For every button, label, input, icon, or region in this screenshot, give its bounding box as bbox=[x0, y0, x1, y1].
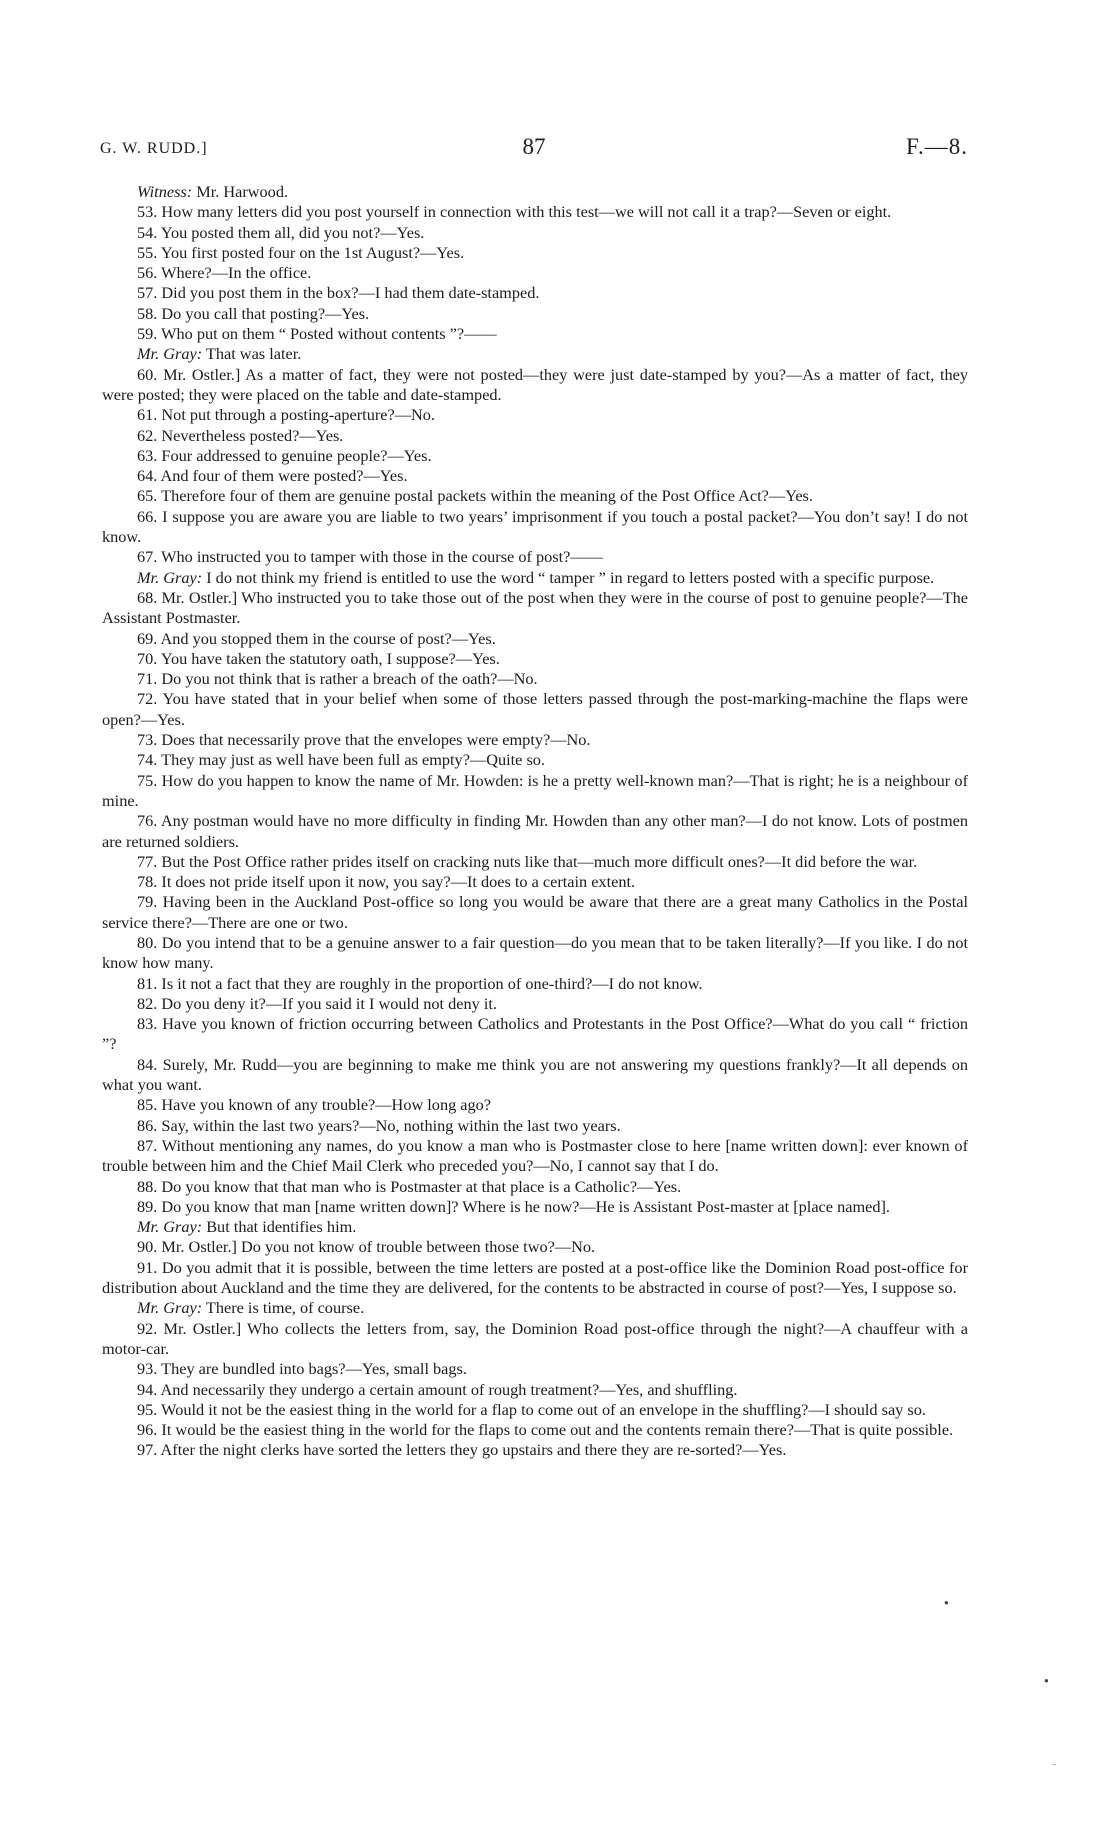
testimony-paragraph bbox=[102, 669, 968, 689]
paragraph-text: 89. Do you know that man [name written down]? Where is he now?—He is Assistant Post-master at [place named]. bbox=[137, 1196, 890, 1216]
testimony-paragraph bbox=[102, 1258, 968, 1299]
testimony-paragraph bbox=[102, 750, 968, 770]
paragraph-text: 95. Would it not be the easiest thing in the world for a flap to come out of an envelope in the shuffling?—I should say so. bbox=[137, 1399, 926, 1419]
testimony-paragraph bbox=[102, 1319, 968, 1360]
paragraph-text: 76. Any postman would have no more difficulty in finding Mr. Howden than any other man?—I do not know. Lots of postmen are returned soldiers. bbox=[102, 811, 968, 851]
paragraph-text: 69. And you stopped them in the course of post?—Yes. bbox=[137, 628, 496, 648]
scan-speck: ● bbox=[944, 1598, 949, 1607]
paragraph-text: 97. After the night clerks have sorted the letters they go upstairs and there they are re-sorted?—Yes. bbox=[137, 1440, 787, 1460]
testimony-paragraph bbox=[102, 1177, 968, 1197]
testimony-paragraph bbox=[102, 1298, 968, 1318]
paragraph-text: 56. Where?—In the office. bbox=[137, 263, 312, 283]
paragraph-text: But that identifies him. bbox=[202, 1217, 357, 1237]
testimony-paragraph bbox=[102, 649, 968, 669]
testimony-paragraph bbox=[102, 507, 968, 548]
paragraph-text: 87. Without mentioning any names, do you know a man who is Postmaster close to here [name written down]: ever known of trouble between him and the Chief Mail Clerk who preceded you?—No, I cannot say that I do. bbox=[102, 1135, 968, 1176]
testimony-paragraph bbox=[102, 1014, 968, 1055]
paragraph-text: 73. Does that necessarily prove that the envelopes were empty?—No. bbox=[137, 730, 591, 750]
testimony-paragraph bbox=[102, 446, 968, 466]
paragraph-text: 54. You posted them all, did you not?—Yes. bbox=[137, 222, 425, 242]
testimony-paragraph bbox=[102, 405, 968, 425]
speaker-label: Witness: bbox=[137, 182, 193, 201]
testimony-paragraph bbox=[102, 568, 968, 588]
testimony-paragraph bbox=[102, 466, 968, 486]
speaker-label: Mr. Gray: bbox=[137, 567, 203, 587]
testimony-paragraph bbox=[102, 994, 968, 1014]
testimony-paragraph bbox=[102, 283, 968, 303]
paragraph-text: 78. It does not pride itself upon it now, you say?—It does to a certain extent. bbox=[137, 872, 636, 892]
page-header bbox=[100, 136, 968, 166]
paragraph-text: 59. Who put on them “ Posted without contents ”?—— bbox=[137, 324, 497, 344]
testimony-paragraph bbox=[102, 1095, 968, 1115]
testimony-paragraph bbox=[102, 1400, 968, 1420]
paragraph-text: 58. Do you call that posting?—Yes. bbox=[137, 303, 370, 323]
testimony-paragraph bbox=[102, 872, 968, 892]
testimony-paragraph bbox=[102, 730, 968, 750]
paragraph-text: 91. Do you admit that it is possible, between the time letters are posted at a post-office like the Dominion Road post-office for distribution about Auckland and the time they are delivered, for the contents to be abstracted in course of post?—Yes, I suppose so. bbox=[102, 1257, 968, 1298]
testimony-paragraph bbox=[102, 1217, 968, 1237]
testimony-paragraph bbox=[102, 1440, 968, 1460]
testimony-paragraph bbox=[102, 263, 968, 283]
testimony-paragraph bbox=[102, 486, 968, 506]
paragraph-text: I do not think my friend is entitled to use the word “ tamper ” in regard to letters posted with a specific purpose. bbox=[202, 567, 935, 587]
testimony-paragraph bbox=[102, 547, 968, 567]
paragraph-text: 68. Mr. Ostler.] Who instructed you to take those out of the post when they were in the course of post to genuine people?—The Assistant Postmaster. bbox=[102, 587, 968, 628]
paragraph-text: 85. Have you known of any trouble?—How long ago? bbox=[137, 1095, 492, 1115]
paragraph-text: 75. How do you happen to know the name of Mr. Howden: is he a pretty well-known man?—That is right; he is a neighbour of mine. bbox=[102, 770, 968, 810]
paragraph-text: 66. I suppose you are aware you are liable to two years’ imprisonment if you touch a postal packet?—You don’t say! I do not know. bbox=[102, 506, 968, 547]
testimony-paragraph bbox=[102, 892, 968, 933]
testimony-paragraph bbox=[102, 974, 968, 994]
paragraph-text: 86. Say, within the last two years?—No, nothing within the last two years. bbox=[137, 1115, 621, 1135]
paragraph-text: 83. Have you known of friction occurring between Catholics and Protestants in the Post Office?—What do you call “ friction ”? bbox=[102, 1014, 968, 1054]
scan-speck: ● bbox=[1044, 1676, 1049, 1685]
paragraph-text: 57. Did you post them in the box?—I had them date-stamped. bbox=[137, 283, 540, 303]
paragraph-text: 92. Mr. Ostler.] Who collects the letters from, say, the Dominion Road post-office through the night?—A chauffeur with a motor-car. bbox=[102, 1318, 968, 1358]
testimony-paragraph bbox=[102, 1116, 968, 1136]
testimony-paragraph bbox=[102, 243, 968, 263]
testimony-paragraph bbox=[102, 1237, 968, 1257]
paragraph-text: 71. Do you not think that is rather a breach of the oath?—No. bbox=[137, 669, 538, 689]
testimony-paragraph bbox=[102, 1055, 968, 1096]
paragraph-text: 77. But the Post Office rather prides itself on cracking nuts like that—much more difficult ones?—It did before the war. bbox=[137, 851, 918, 871]
scan-speck: − bbox=[1052, 1760, 1057, 1769]
page-number: 87 bbox=[522, 134, 546, 159]
testimony-paragraph bbox=[102, 1420, 968, 1440]
paragraph-text: 61. Not put through a posting-aperture?—No. bbox=[137, 405, 435, 425]
paragraph-text: 60. Mr. Ostler.] As a matter of fact, they were not posted—they were just date-stamped by you?—As a matter of fact, they were posted; they were placed on the table and date-stamped. bbox=[102, 364, 968, 404]
speaker-label: Mr. Gray: bbox=[137, 344, 203, 364]
testimony-paragraph bbox=[102, 1380, 968, 1400]
document-reference: F.—8. bbox=[906, 134, 968, 159]
paragraph-text: There is time, of course. bbox=[202, 1298, 365, 1318]
paragraph-text: 74. They may just as well have been full as empty?—Quite so. bbox=[137, 750, 545, 770]
speaker-label: Mr. Gray: bbox=[137, 1298, 203, 1318]
testimony-paragraph bbox=[102, 852, 968, 872]
paragraph-text: 90. Mr. Ostler.] Do you not know of trouble between those two?—No. bbox=[137, 1237, 596, 1257]
testimony-paragraph bbox=[102, 426, 968, 446]
paragraph-text: 70. You have taken the statutory oath, I suppose?—Yes. bbox=[137, 648, 500, 668]
paragraph-text: 82. Do you deny it?—If you said it I would not deny it. bbox=[137, 993, 497, 1013]
paragraph-text: 94. And necessarily they undergo a certain amount of rough treatment?—Yes, and shuffling. bbox=[137, 1379, 738, 1399]
paragraph-text: 79. Having been in the Auckland Post-office so long you would be aware that there are a great many Catholics in the Postal service there?—There are one or two. bbox=[102, 892, 968, 932]
paragraph-text: 65. Therefore four of them are genuine postal packets within the meaning of the Post Office Act?—Yes. bbox=[137, 486, 813, 506]
testimony-paragraph bbox=[102, 811, 968, 852]
header-witness-name: G. W. RUDD.] bbox=[100, 140, 208, 157]
testimony-paragraph bbox=[102, 1136, 968, 1177]
testimony-paragraph bbox=[102, 365, 968, 406]
paragraph-text: 62. Nevertheless posted?—Yes. bbox=[137, 425, 344, 445]
testimony-paragraph bbox=[102, 182, 968, 202]
speaker-label: Mr. Gray: bbox=[137, 1217, 203, 1237]
paragraph-text: 80. Do you intend that to be a genuine answer to a fair question—do you mean that to be taken literally?—If you like. I do not know how many. bbox=[102, 932, 968, 973]
testimony-paragraph bbox=[102, 629, 968, 649]
paragraph-text: 63. Four addressed to genuine people?—Yes. bbox=[137, 445, 432, 465]
paragraph-text: 96. It would be the easiest thing in the world for the flaps to come out and the contents remain there?—That is quite possible. bbox=[137, 1420, 954, 1440]
paragraph-text: 84. Surely, Mr. Rudd—you are beginning to make me think you are not answering my questions frankly?—It all depends on what you want. bbox=[102, 1054, 968, 1095]
testimony-paragraph bbox=[102, 588, 968, 629]
paragraph-text: 81. Is it not a fact that they are roughly in the proportion of one-third?—I do not know. bbox=[137, 973, 703, 993]
paragraph-text: Mr. Harwood. bbox=[192, 182, 289, 201]
testimony-paragraph bbox=[102, 324, 968, 344]
paragraph-text: 64. And four of them were posted?—Yes. bbox=[137, 466, 408, 486]
paragraph-text: 88. Do you know that that man who is Postmaster at that place is a Catholic?—Yes. bbox=[137, 1176, 682, 1196]
paragraph-text: That was later. bbox=[202, 344, 302, 364]
paragraph-text: 55. You first posted four on the 1st August?—Yes. bbox=[137, 242, 465, 262]
testimony-paragraph bbox=[102, 1359, 968, 1379]
testimony-paragraph bbox=[102, 933, 968, 974]
testimony-paragraph bbox=[102, 304, 968, 324]
testimony-paragraph bbox=[102, 202, 968, 222]
paragraph-text: 93. They are bundled into bags?—Yes, small bags. bbox=[137, 1359, 467, 1379]
testimony-body bbox=[102, 182, 968, 1461]
paragraph-text: 72. You have stated that in your belief when some of those letters passed through the post-marking-machine the flaps were open?—Yes. bbox=[102, 689, 968, 729]
testimony-paragraph bbox=[102, 689, 968, 730]
testimony-paragraph bbox=[102, 344, 968, 364]
paragraph-text: 67. Who instructed you to tamper with those in the course of post?—— bbox=[137, 547, 603, 567]
testimony-paragraph bbox=[102, 771, 968, 812]
testimony-paragraph bbox=[102, 223, 968, 243]
testimony-paragraph bbox=[102, 1197, 968, 1217]
paragraph-text: 53. How many letters did you post yourself in connection with this test—we will not call it a trap?—Seven or eight. bbox=[137, 202, 892, 222]
